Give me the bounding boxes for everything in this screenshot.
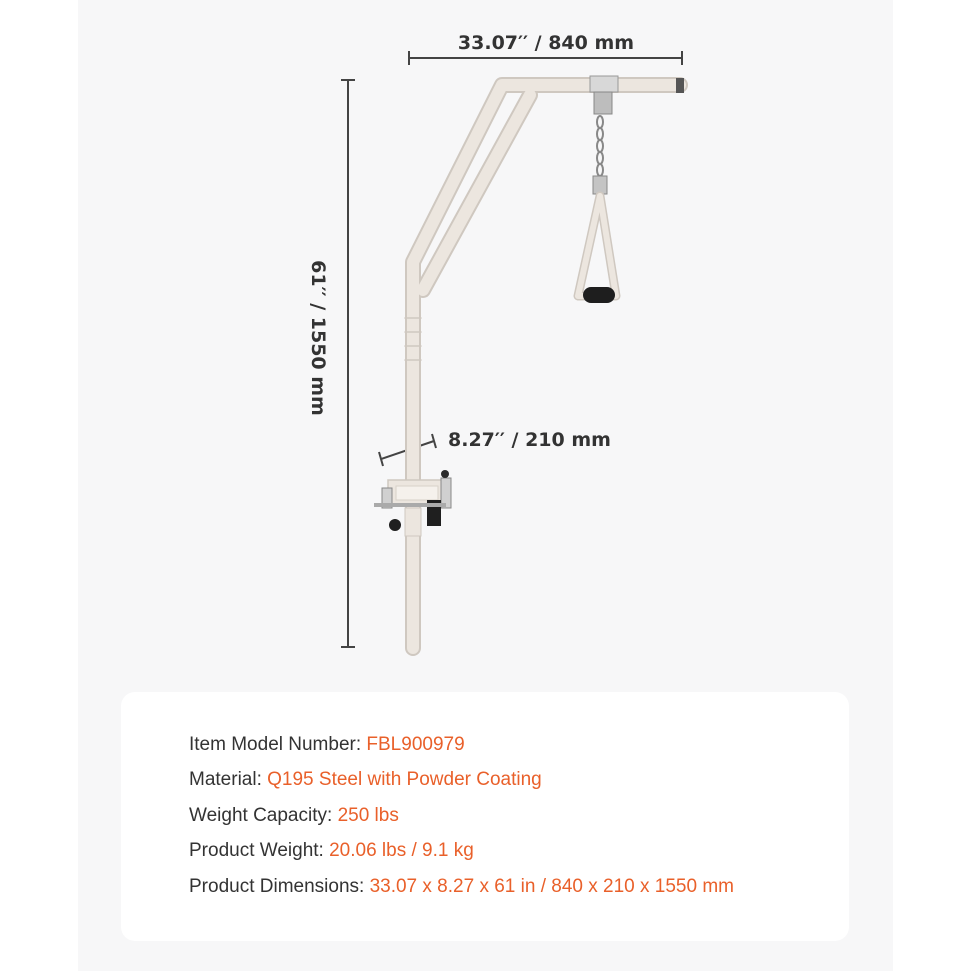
spec-row-material bbox=[189, 769, 542, 791]
spec-row-weight-capacity bbox=[189, 805, 399, 827]
spec-key: Product Weight: bbox=[189, 840, 330, 861]
height-dimension-line bbox=[341, 80, 355, 647]
spec-value: 33.07 x 8.27 x 61 in / 840 x 210 x 1550 mm bbox=[369, 876, 734, 897]
hanger-chain bbox=[590, 76, 618, 194]
trapeze-handle bbox=[578, 196, 616, 303]
spec-row-model-number bbox=[189, 734, 465, 756]
width-dimension-label: 33.07′′ / 840 mm bbox=[457, 32, 635, 54]
spec-value: Q195 Steel with Powder Coating bbox=[267, 769, 542, 790]
trapeze-frame bbox=[405, 78, 684, 648]
spec-value: 250 lbs bbox=[337, 805, 399, 826]
spec-row-product-weight bbox=[189, 840, 474, 862]
spec-key: Material: bbox=[189, 769, 268, 790]
height-dimension-label: 61′′ / 1550 mm bbox=[307, 260, 329, 416]
spec-row-product-dimensions bbox=[189, 876, 734, 898]
clamp-dimension-label: 8.27′′ / 210 mm bbox=[448, 429, 611, 451]
spec-card bbox=[121, 692, 849, 941]
spec-value: FBL900979 bbox=[366, 734, 465, 755]
spec-key: Weight Capacity: bbox=[189, 805, 338, 826]
spec-value: 20.06 lbs / 9.1 kg bbox=[329, 840, 474, 861]
spec-key: Item Model Number: bbox=[189, 734, 367, 755]
bed-clamp bbox=[374, 470, 451, 536]
spec-key: Product Dimensions: bbox=[189, 876, 370, 897]
